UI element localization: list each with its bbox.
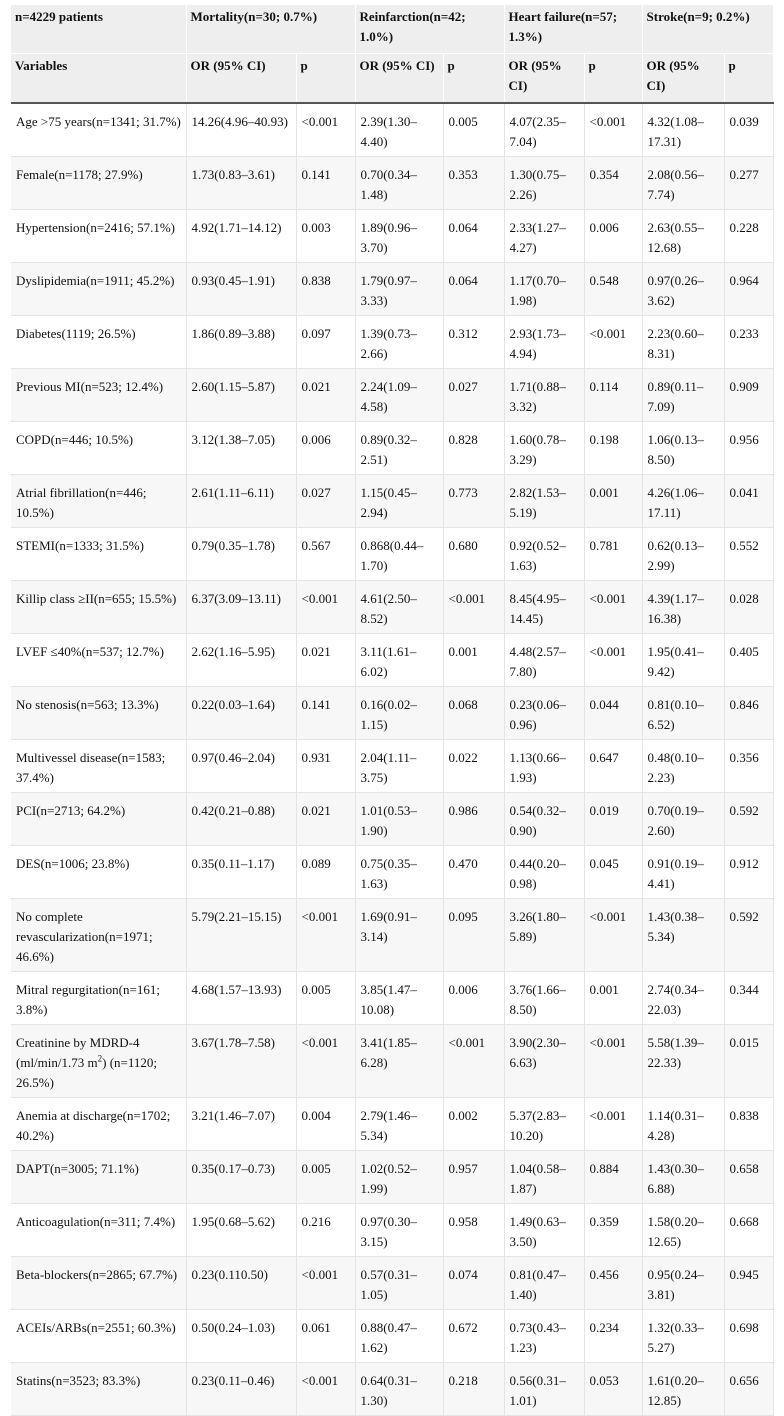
or-ci-cell: 1.14(0.31–4.28) (642, 1098, 724, 1151)
or-ci-cell: 0.89(0.32–2.51) (355, 422, 443, 475)
or-ci-cell: 2.23(0.60–8.31) (642, 316, 724, 369)
p-value-cell: 0.567 (296, 528, 355, 581)
p-header: p (296, 54, 355, 104)
table-row (11, 1098, 773, 1151)
or-ci-cell: 2.39(1.30–4.40) (355, 103, 443, 157)
variable-cell: Dyslipidemia(n=1911; 45.2%) (11, 263, 186, 316)
p-value-cell: 0.344 (724, 972, 773, 1025)
or-ci-cell: 0.75(0.35–1.63) (355, 846, 443, 899)
p-value-cell: 0.456 (584, 1257, 642, 1310)
p-value-cell: 0.698 (724, 1310, 773, 1363)
p-value-cell: 0.095 (443, 899, 504, 972)
or-ci-cell: 0.23(0.11–0.46) (186, 1363, 296, 1416)
or-ci-cell: 0.23(0.06–0.96) (504, 687, 584, 740)
variable-cell: Mitral regurgitation(n=161; 3.8%) (11, 972, 186, 1025)
table-row (11, 475, 773, 528)
p-value-cell: 0.021 (296, 369, 355, 422)
or-ci-cell: 0.97(0.30–3.15) (355, 1204, 443, 1257)
variable-cell: Diabetes(1119; 26.5%) (11, 316, 186, 369)
p-value-cell: 0.041 (724, 475, 773, 528)
variable-text: Creatinine by MDRD-4 (ml/min/1.73 m (16, 1035, 140, 1070)
p-value-cell: 0.986 (443, 793, 504, 846)
p-value-cell: <0.001 (584, 581, 642, 634)
or-ci-cell: 4.39(1.17–16.38) (642, 581, 724, 634)
p-header: p (584, 54, 642, 104)
or-ci-cell: 0.44(0.20–0.98) (504, 846, 584, 899)
table-header (11, 5, 773, 103)
or-ci-cell: 1.15(0.45–2.94) (355, 475, 443, 528)
or-ci-cell: 2.79(1.46–5.34) (355, 1098, 443, 1151)
or-ci-cell: 5.79(2.21–15.15) (186, 899, 296, 972)
variable-cell (11, 1025, 186, 1098)
variable-cell: COPD(n=446; 10.5%) (11, 422, 186, 475)
p-value-cell: 0.548 (584, 263, 642, 316)
p-value-cell: 0.405 (724, 634, 773, 687)
or-ci-cell: 0.95(0.24–3.81) (642, 1257, 724, 1310)
or-ci-cell: 0.93(0.45–1.91) (186, 263, 296, 316)
or-ci-cell: 2.04(1.11–3.75) (355, 740, 443, 793)
or-ci-cell: 0.88(0.47–1.62) (355, 1310, 443, 1363)
or-ci-cell: 1.86(0.89–3.88) (186, 316, 296, 369)
p-value-cell: 0.001 (584, 475, 642, 528)
p-value-cell: 0.884 (584, 1151, 642, 1204)
table-row (11, 1151, 773, 1204)
p-value-cell: 0.015 (724, 1025, 773, 1098)
or-ci-cell: 0.35(0.11–1.17) (186, 846, 296, 899)
p-value-cell: 0.027 (443, 369, 504, 422)
p-value-cell: 0.141 (296, 157, 355, 210)
p-value-cell: 0.552 (724, 528, 773, 581)
p-value-cell: <0.001 (584, 1025, 642, 1098)
or-ci-cell: 4.32(1.08–17.31) (642, 103, 724, 157)
or-ci-cell: 0.23(0.110.50) (186, 1257, 296, 1310)
p-value-cell: 0.064 (443, 210, 504, 263)
table-row (11, 369, 773, 422)
or-header: OR (95% CI) (642, 54, 724, 104)
or-ci-cell: 1.95(0.68–5.62) (186, 1204, 296, 1257)
p-value-cell: 0.838 (296, 263, 355, 316)
p-value-cell: <0.001 (443, 581, 504, 634)
or-ci-cell: 3.12(1.38–7.05) (186, 422, 296, 475)
or-ci-cell: 1.06(0.13–8.50) (642, 422, 724, 475)
p-value-cell: 0.005 (296, 972, 355, 1025)
table-row (11, 846, 773, 899)
p-value-cell: 0.198 (584, 422, 642, 475)
or-ci-cell: 1.61(0.20–12.85) (642, 1363, 724, 1416)
or-ci-cell: 2.93(1.73–4.94) (504, 316, 584, 369)
table-row (11, 210, 773, 263)
table-row (11, 740, 773, 793)
p-value-cell: <0.001 (296, 1025, 355, 1098)
p-value-cell: 0.909 (724, 369, 773, 422)
p-value-cell: 0.945 (724, 1257, 773, 1310)
or-ci-cell: 2.74(0.34–22.03) (642, 972, 724, 1025)
p-value-cell: <0.001 (296, 1363, 355, 1416)
table-row (11, 899, 773, 972)
or-ci-cell: 0.97(0.46–2.04) (186, 740, 296, 793)
p-value-cell: 0.216 (296, 1204, 355, 1257)
table-row (11, 1204, 773, 1257)
or-ci-cell: 1.58(0.20–12.65) (642, 1204, 724, 1257)
or-ci-cell: 0.22(0.03–1.64) (186, 687, 296, 740)
or-ci-cell: 0.81(0.47–1.40) (504, 1257, 584, 1310)
or-ci-cell: 1.43(0.38–5.34) (642, 899, 724, 972)
p-value-cell: 0.838 (724, 1098, 773, 1151)
or-ci-cell: 1.02(0.52–1.99) (355, 1151, 443, 1204)
or-ci-cell: 0.62(0.13–2.99) (642, 528, 724, 581)
or-header: OR (95% CI) (504, 54, 584, 104)
variables-header: Variables (11, 54, 186, 104)
or-ci-cell: 0.92(0.52–1.63) (504, 528, 584, 581)
or-ci-cell: 0.79(0.35–1.78) (186, 528, 296, 581)
p-value-cell: 0.277 (724, 157, 773, 210)
or-ci-cell: 0.70(0.19–2.60) (642, 793, 724, 846)
variable-cell: Anemia at discharge(n=1702; 40.2%) (11, 1098, 186, 1151)
or-ci-cell: 0.57(0.31–1.05) (355, 1257, 443, 1310)
variable-cell: No stenosis(n=563; 13.3%) (11, 687, 186, 740)
p-value-cell: 0.958 (443, 1204, 504, 1257)
or-ci-cell: 14.26(4.96–40.93) (186, 103, 296, 157)
or-ci-cell: 5.37(2.83–10.20) (504, 1098, 584, 1151)
p-value-cell: 0.312 (443, 316, 504, 369)
or-ci-cell: 2.08(0.56–7.74) (642, 157, 724, 210)
p-value-cell: 0.068 (443, 687, 504, 740)
variable-cell: DAPT(n=3005; 71.1%) (11, 1151, 186, 1204)
or-ci-cell: 1.43(0.30–6.88) (642, 1151, 724, 1204)
p-value-cell: 0.957 (443, 1151, 504, 1204)
p-value-cell: 0.592 (724, 899, 773, 972)
or-ci-cell: 3.76(1.66–8.50) (504, 972, 584, 1025)
or-ci-cell: 2.60(1.15–5.87) (186, 369, 296, 422)
or-ci-cell: 0.50(0.24–1.03) (186, 1310, 296, 1363)
or-ci-cell: 0.868(0.44–1.70) (355, 528, 443, 581)
or-ci-cell: 4.92(1.71–14.12) (186, 210, 296, 263)
p-value-cell: 0.658 (724, 1151, 773, 1204)
or-ci-cell: 0.64(0.31–1.30) (355, 1363, 443, 1416)
variable-cell: ACEIs/ARBs(n=2551; 60.3%) (11, 1310, 186, 1363)
or-ci-cell: 1.79(0.97–3.33) (355, 263, 443, 316)
or-ci-cell: 3.67(1.78–7.58) (186, 1025, 296, 1098)
p-value-cell: 0.005 (296, 1151, 355, 1204)
p-value-cell: 0.931 (296, 740, 355, 793)
or-ci-cell: 1.01(0.53–1.90) (355, 793, 443, 846)
or-ci-cell: 5.58(1.39–22.33) (642, 1025, 724, 1098)
or-ci-cell: 2.62(1.16–5.95) (186, 634, 296, 687)
p-value-cell: <0.001 (584, 1098, 642, 1151)
p-value-cell: 0.470 (443, 846, 504, 899)
p-value-cell: 0.234 (584, 1310, 642, 1363)
p-value-cell: 0.353 (443, 157, 504, 210)
or-ci-cell: 0.73(0.43–1.23) (504, 1310, 584, 1363)
table-row (11, 1025, 773, 1098)
group-header-reinfarction: Reinfarction(n=42; 1.0%) (355, 5, 504, 54)
p-value-cell: 0.028 (724, 581, 773, 634)
p-value-cell: 0.114 (584, 369, 642, 422)
patients-header: n=4229 patients (11, 5, 186, 54)
p-value-cell: 0.680 (443, 528, 504, 581)
p-value-cell: 0.672 (443, 1310, 504, 1363)
variable-cell: Previous MI(n=523; 12.4%) (11, 369, 186, 422)
table-row (11, 793, 773, 846)
variable-cell: Anticoagulation(n=311; 7.4%) (11, 1204, 186, 1257)
or-ci-cell: 1.32(0.33–5.27) (642, 1310, 724, 1363)
p-header: p (724, 54, 773, 104)
p-value-cell: 0.846 (724, 687, 773, 740)
or-ci-cell: 2.82(1.53–5.19) (504, 475, 584, 528)
p-value-cell: 0.912 (724, 846, 773, 899)
p-value-cell: 0.354 (584, 157, 642, 210)
p-value-cell: <0.001 (584, 316, 642, 369)
or-ci-cell: 6.37(3.09–13.11) (186, 581, 296, 634)
or-ci-cell: 0.42(0.21–0.88) (186, 793, 296, 846)
or-ci-cell: 0.35(0.17–0.73) (186, 1151, 296, 1204)
or-ci-cell: 3.21(1.46–7.07) (186, 1098, 296, 1151)
or-ci-cell: 3.90(2.30–6.63) (504, 1025, 584, 1098)
variable-superscript: 2 (97, 1053, 103, 1064)
or-ci-cell: 1.73(0.83–3.61) (186, 157, 296, 210)
table-row (11, 581, 773, 634)
or-ci-cell: 1.69(0.91–3.14) (355, 899, 443, 972)
p-value-cell: <0.001 (584, 634, 642, 687)
or-ci-cell: 4.07(2.35–7.04) (504, 103, 584, 157)
odds-ratio-table (11, 5, 774, 1416)
p-value-cell: 0.027 (296, 475, 355, 528)
p-value-cell: 0.097 (296, 316, 355, 369)
variable-cell: Killip class ≥II(n=655; 15.5%) (11, 581, 186, 634)
p-value-cell: 0.001 (443, 634, 504, 687)
p-value-cell: <0.001 (443, 1025, 504, 1098)
variable-cell: Atrial fibrillation(n=446; 10.5%) (11, 475, 186, 528)
or-ci-cell: 1.49(0.63–3.50) (504, 1204, 584, 1257)
table-row (11, 1310, 773, 1363)
or-ci-cell: 2.33(1.27–4.27) (504, 210, 584, 263)
table-row (11, 972, 773, 1025)
p-value-cell: 0.956 (724, 422, 773, 475)
or-ci-cell: 0.54(0.32–0.90) (504, 793, 584, 846)
p-value-cell: 0.053 (584, 1363, 642, 1416)
variable-cell: Multivessel disease(n=1583; 37.4%) (11, 740, 186, 793)
p-value-cell: 0.228 (724, 210, 773, 263)
or-header: OR (95% CI) (355, 54, 443, 104)
or-ci-cell: 0.81(0.10–6.52) (642, 687, 724, 740)
group-header-stroke: Stroke(n=9; 0.2%) (642, 5, 773, 54)
or-ci-cell: 0.91(0.19–4.41) (642, 846, 724, 899)
p-value-cell: 0.668 (724, 1204, 773, 1257)
p-value-cell: 0.005 (443, 103, 504, 157)
or-ci-cell: 4.48(2.57–7.80) (504, 634, 584, 687)
table-row (11, 528, 773, 581)
table-row (11, 634, 773, 687)
or-ci-cell: 1.13(0.66–1.93) (504, 740, 584, 793)
p-value-cell: 0.592 (724, 793, 773, 846)
p-value-cell: 0.964 (724, 263, 773, 316)
variable-cell: Beta-blockers(n=2865; 67.7%) (11, 1257, 186, 1310)
table-row (11, 316, 773, 369)
p-value-cell: 0.003 (296, 210, 355, 263)
p-value-cell: <0.001 (296, 103, 355, 157)
or-ci-cell: 1.39(0.73–2.66) (355, 316, 443, 369)
p-value-cell: 0.218 (443, 1363, 504, 1416)
p-value-cell: 0.141 (296, 687, 355, 740)
p-value-cell: 0.021 (296, 634, 355, 687)
or-ci-cell: 1.17(0.70–1.98) (504, 263, 584, 316)
table-row (11, 263, 773, 316)
variable-cell: Hypertension(n=2416; 57.1%) (11, 210, 186, 263)
p-value-cell: 0.781 (584, 528, 642, 581)
p-value-cell: 0.064 (443, 263, 504, 316)
variable-cell: No complete revascularization(n=1971; 46.6%) (11, 899, 186, 972)
p-value-cell: <0.001 (584, 899, 642, 972)
or-ci-cell: 1.89(0.96–3.70) (355, 210, 443, 263)
or-ci-cell: 8.45(4.95–14.45) (504, 581, 584, 634)
table-row (11, 157, 773, 210)
or-ci-cell: 1.30(0.75–2.26) (504, 157, 584, 210)
or-ci-cell: 0.70(0.34–1.48) (355, 157, 443, 210)
variable-cell: Statins(n=3523; 83.3%) (11, 1363, 186, 1416)
or-ci-cell: 4.68(1.57–13.93) (186, 972, 296, 1025)
p-value-cell: <0.001 (296, 581, 355, 634)
or-ci-cell: 0.48(0.10–2.23) (642, 740, 724, 793)
or-ci-cell: 4.61(2.50–8.52) (355, 581, 443, 634)
table-body (11, 103, 773, 1416)
p-value-cell: 0.006 (584, 210, 642, 263)
p-value-cell: 0.004 (296, 1098, 355, 1151)
variable-cell: Age >75 years(n=1341; 31.7%) (11, 103, 186, 157)
p-value-cell: 0.356 (724, 740, 773, 793)
or-ci-cell: 3.85(1.47–10.08) (355, 972, 443, 1025)
or-ci-cell: 1.04(0.58–1.87) (504, 1151, 584, 1204)
p-value-cell: 0.022 (443, 740, 504, 793)
or-ci-cell: 1.95(0.41–9.42) (642, 634, 724, 687)
or-ci-cell: 2.63(0.55–12.68) (642, 210, 724, 263)
table-row (11, 687, 773, 740)
p-value-cell: 0.045 (584, 846, 642, 899)
p-value-cell: <0.001 (296, 1257, 355, 1310)
p-value-cell: 0.001 (584, 972, 642, 1025)
table-row (11, 103, 773, 157)
variable-cell: STEMI(n=1333; 31.5%) (11, 528, 186, 581)
p-value-cell: 0.089 (296, 846, 355, 899)
p-value-cell: 0.647 (584, 740, 642, 793)
or-ci-cell: 0.16(0.02–1.15) (355, 687, 443, 740)
table-row (11, 1363, 773, 1416)
variable-cell: LVEF ≤40%(n=537; 12.7%) (11, 634, 186, 687)
table-row (11, 1257, 773, 1310)
p-value-cell: <0.001 (584, 103, 642, 157)
variable-cell: PCI(n=2713; 64.2%) (11, 793, 186, 846)
p-value-cell: 0.233 (724, 316, 773, 369)
group-header-mortality: Mortality(n=30; 0.7%) (186, 5, 355, 54)
p-value-cell: 0.074 (443, 1257, 504, 1310)
p-value-cell: 0.773 (443, 475, 504, 528)
or-ci-cell: 4.26(1.06–17.11) (642, 475, 724, 528)
p-value-cell: 0.359 (584, 1204, 642, 1257)
or-ci-cell: 1.71(0.88–3.32) (504, 369, 584, 422)
p-value-cell: 0.006 (443, 972, 504, 1025)
p-value-cell: 0.044 (584, 687, 642, 740)
or-ci-cell: 2.61(1.11–6.11) (186, 475, 296, 528)
or-ci-cell: 3.11(1.61–6.02) (355, 634, 443, 687)
or-ci-cell: 1.60(0.78–3.29) (504, 422, 584, 475)
p-value-cell: 0.019 (584, 793, 642, 846)
or-ci-cell: 3.26(1.80–5.89) (504, 899, 584, 972)
p-value-cell: 0.656 (724, 1363, 773, 1416)
table-row (11, 422, 773, 475)
or-ci-cell: 3.41(1.85–6.28) (355, 1025, 443, 1098)
p-header: p (443, 54, 504, 104)
p-value-cell: 0.061 (296, 1310, 355, 1363)
p-value-cell: 0.006 (296, 422, 355, 475)
or-ci-cell: 0.56(0.31–1.01) (504, 1363, 584, 1416)
variable-text: ) (n=1120; 26.5%) (16, 1055, 157, 1090)
or-ci-cell: 0.89(0.11–7.09) (642, 369, 724, 422)
p-value-cell: 0.021 (296, 793, 355, 846)
or-ci-cell: 2.24(1.09–4.58) (355, 369, 443, 422)
variable-cell: DES(n=1006; 23.8%) (11, 846, 186, 899)
p-value-cell: 0.828 (443, 422, 504, 475)
variable-cell: Female(n=1178; 27.9%) (11, 157, 186, 210)
group-header-heart-failure: Heart failure(n=57; 1.3%) (504, 5, 642, 54)
p-value-cell: <0.001 (296, 899, 355, 972)
p-value-cell: 0.039 (724, 103, 773, 157)
p-value-cell: 0.002 (443, 1098, 504, 1151)
or-header: OR (95% CI) (186, 54, 296, 104)
or-ci-cell: 0.97(0.26–3.62) (642, 263, 724, 316)
